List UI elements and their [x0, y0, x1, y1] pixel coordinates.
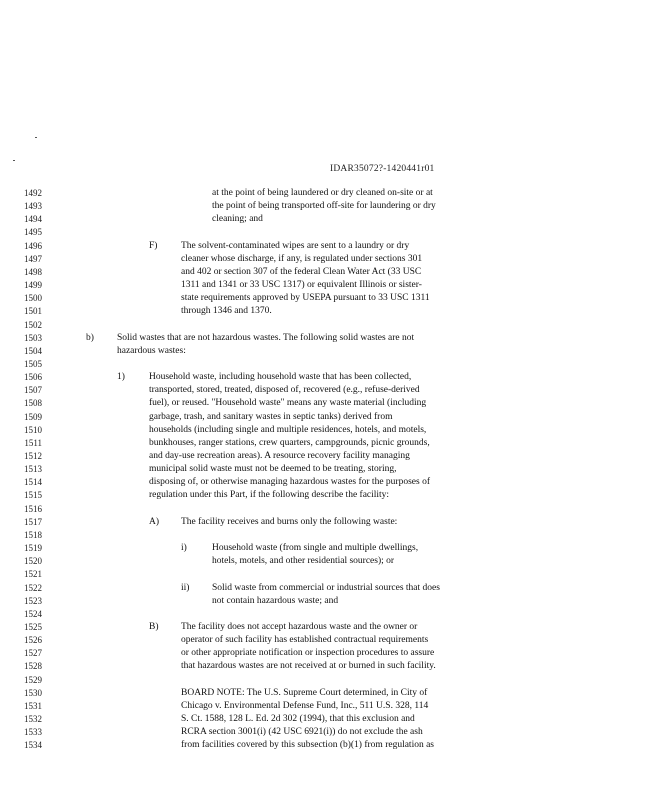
line-text: transported, stored, treated, disposed of, recovered (e.g., refuse-derived	[149, 385, 420, 396]
line-text: Chicago v. Environmental Defense Fund, Inc., 511 U.S. 328, 114	[181, 700, 429, 711]
line-text: Solid waste from commercial or industrial sources that does	[212, 582, 440, 593]
line-1521	[0, 569, 671, 582]
line-text: Household waste, including household waste that has been collected,	[149, 372, 412, 383]
enumerator-label: F)	[149, 240, 158, 251]
line-text: The facility does not accept hazardous waste and the owner or	[181, 621, 418, 632]
line-1503	[0, 333, 671, 346]
line-text: municipal solid waste must not be deemed to be treating, storing,	[149, 464, 397, 475]
document-id: IDAR35072?-1420441r01	[330, 164, 435, 174]
line-text: households (including single and multiple residences, hotels, and motels,	[149, 424, 427, 435]
line-1509	[0, 412, 671, 425]
line-number: 1507	[24, 385, 42, 396]
line-number: 1525	[24, 621, 42, 632]
line-number: 1501	[24, 306, 42, 317]
line-number: 1519	[24, 543, 42, 554]
line-1517	[0, 517, 671, 530]
line-text: Household waste (from single and multiple dwellings,	[212, 543, 419, 554]
line-1494	[0, 214, 671, 227]
line-text: hazardous wastes:	[117, 345, 186, 356]
line-1510	[0, 425, 671, 438]
line-1511	[0, 438, 671, 451]
line-number: 1531	[24, 700, 42, 711]
line-text: RCRA section 3001(i) (42 USC 6921(i)) do not exclude the ash	[181, 727, 423, 738]
line-1492	[0, 188, 671, 201]
line-number: 1498	[24, 266, 42, 277]
line-text: operator of such facility has established contractual requirements	[181, 635, 429, 646]
line-text: not contain hazardous waste; and	[212, 595, 339, 606]
line-1529	[0, 675, 671, 688]
enumerator-label: ii)	[181, 582, 190, 593]
line-text: S. Ct. 1588, 128 L. Ed. 2d 302 (1994), that this exclusion and	[181, 714, 415, 724]
line-text: Solid wastes that are not hazardous wastes. The following solid wastes are not	[117, 332, 415, 343]
line-number: 1527	[24, 648, 42, 659]
line-1495	[0, 227, 671, 240]
line-text: hotels, motels, and other residential sources); or	[212, 556, 395, 567]
line-1532	[0, 714, 671, 727]
line-number: 1496	[24, 240, 42, 251]
line-text: fuel), or reused. "Household waste" means any waste material (including	[149, 398, 427, 409]
enumerator-label: b)	[86, 332, 94, 343]
line-1533	[0, 727, 671, 740]
line-text: and day-use recreation areas). A resource recovery facility managing	[149, 451, 410, 461]
line-number: 1492	[24, 188, 42, 198]
line-number: 1514	[24, 477, 42, 488]
line-text: cleaner whose discharge, if any, is regulated under sections 301	[181, 253, 423, 264]
line-number: 1504	[24, 345, 42, 356]
line-number: 1508	[24, 398, 42, 409]
line-1522	[0, 583, 671, 596]
line-1512	[0, 451, 671, 464]
line-1515	[0, 490, 671, 503]
line-text: disposing of, or otherwise managing hazardous wastes for the purposes of	[149, 477, 430, 488]
line-text: and 402 or section 307 of the federal Clean Water Act (33 USC	[181, 266, 422, 277]
line-text: the point of being transported off-site for laundering or dry	[212, 201, 436, 212]
enumerator-label: i)	[181, 543, 187, 554]
line-1530	[0, 688, 671, 701]
line-text: 1311 and 1341 or 33 USC 1317) or equivalent Illinois or sister-	[181, 280, 422, 291]
line-1528	[0, 661, 671, 674]
line-number: 1502	[24, 319, 42, 330]
line-number: 1493	[24, 201, 42, 212]
scan-speck	[13, 160, 15, 161]
line-1502	[0, 320, 671, 333]
line-text: through 1346 and 1370.	[181, 306, 272, 317]
line-number: 1522	[24, 582, 42, 593]
line-1513	[0, 464, 671, 477]
line-number: 1503	[24, 332, 42, 343]
line-text: The solvent-contaminated wipes are sent to a laundry or dry	[181, 240, 410, 251]
line-number: 1530	[24, 687, 42, 698]
line-number: 1518	[24, 529, 42, 540]
line-text: garbage, trash, and sanitary wastes in septic tanks) derived from	[149, 411, 393, 422]
line-text: BOARD NOTE: The U.S. Supreme Court determined, in City of	[181, 687, 428, 698]
line-number: 1494	[24, 214, 42, 225]
line-1514	[0, 477, 671, 490]
line-1499	[0, 280, 671, 293]
line-number: 1512	[24, 451, 42, 461]
line-1508	[0, 398, 671, 411]
line-number: 1517	[24, 516, 42, 527]
line-1518	[0, 530, 671, 543]
line-number: 1523	[24, 595, 42, 606]
enumerator-label: B)	[149, 621, 159, 632]
line-1500	[0, 293, 671, 306]
line-number: 1513	[24, 464, 42, 475]
line-1523	[0, 596, 671, 609]
line-1525	[0, 622, 671, 635]
line-text: or other appropriate notification or inspection procedures to assure	[181, 648, 435, 659]
scan-speck	[35, 137, 37, 138]
enumerator-label: A)	[149, 516, 160, 527]
line-1506	[0, 372, 671, 385]
line-1507	[0, 385, 671, 398]
line-1534	[0, 740, 671, 753]
line-number: 1534	[24, 740, 42, 751]
line-number: 1521	[24, 569, 42, 580]
line-number: 1497	[24, 253, 42, 264]
line-number: 1509	[24, 411, 42, 422]
line-number: 1528	[24, 661, 42, 672]
line-number: 1515	[24, 490, 42, 501]
line-number: 1526	[24, 635, 42, 646]
line-number: 1510	[24, 424, 42, 435]
line-text: The facility receives and burns only the following waste:	[181, 516, 398, 527]
line-number: 1516	[24, 503, 42, 514]
line-number: 1511	[24, 437, 42, 448]
enumerator-label: 1)	[117, 372, 125, 383]
line-text: regulation under this Part, if the following describe the facility:	[149, 490, 390, 501]
line-number: 1505	[24, 358, 42, 369]
line-text: cleaning; and	[212, 214, 263, 225]
line-text: state requirements approved by USEPA pursuant to 33 USC 1311	[181, 293, 430, 304]
line-number: 1495	[24, 227, 42, 238]
line-number: 1524	[24, 608, 42, 619]
line-text: at the point of being laundered or dry cleaned on-site or at	[212, 188, 433, 198]
line-text: bunkhouses, ranger stations, crew quarters, campgrounds, picnic grounds,	[149, 437, 430, 448]
line-number: 1520	[24, 556, 42, 567]
line-number: 1532	[24, 714, 42, 724]
line-1497	[0, 254, 671, 267]
line-text: from facilities covered by this subsection (b)(1) from regulation as	[181, 740, 434, 751]
line-1520	[0, 556, 671, 569]
line-1519	[0, 543, 671, 556]
line-1504	[0, 346, 671, 359]
line-number: 1533	[24, 727, 42, 738]
line-1527	[0, 648, 671, 661]
line-1501	[0, 306, 671, 319]
line-1526	[0, 635, 671, 648]
line-1498	[0, 267, 671, 280]
line-number: 1499	[24, 280, 42, 291]
line-text: that hazardous wastes are not received at or burned in such facility.	[181, 661, 436, 672]
line-1496	[0, 241, 671, 254]
line-1505	[0, 359, 671, 372]
line-1516	[0, 504, 671, 517]
line-number: 1500	[24, 293, 42, 304]
line-number: 1506	[24, 372, 42, 383]
line-number: 1529	[24, 674, 42, 685]
line-1524	[0, 609, 671, 622]
line-1493	[0, 201, 671, 214]
line-1531	[0, 701, 671, 714]
